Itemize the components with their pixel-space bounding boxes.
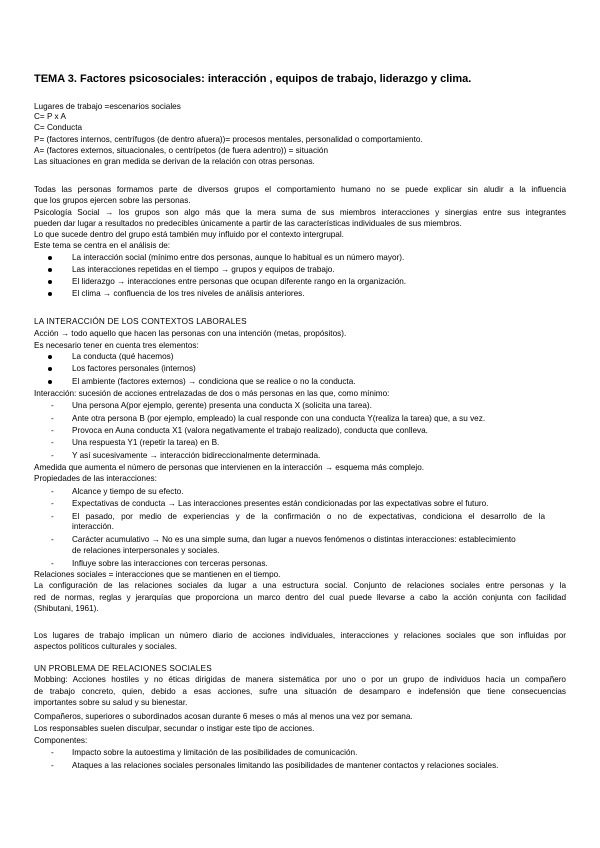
bullet-icon <box>48 280 52 284</box>
dash-marker: - <box>51 487 54 496</box>
intro-line: Las situaciones en gran medida se derivan de la relación con otras personas. <box>34 157 315 166</box>
bullet-icon <box>48 367 52 371</box>
dash-marker: - <box>51 414 54 423</box>
section-heading: UN PROBLEMA DE RELACIONES SOCIALES <box>34 664 212 673</box>
paragraph-line: Todas las personas formamos parte de diversos grupos el comportamiento humano no se puede explicar sin aludir a la influencia <box>34 185 566 194</box>
paragraph-line: aspectos políticos culturales y sociales. <box>34 642 177 651</box>
dash-marker: - <box>51 401 54 410</box>
paragraph-line: pueden dar lugar a resultados no predecibles únicamente a partir de las características individuales de sus miembros. <box>34 219 462 228</box>
section-heading: LA INTERACCIÓN DE LOS CONTEXTOS LABORALES <box>34 317 247 326</box>
paragraph-line: Acción → todo aquello que hacen las personas con una intención (metas, propósitos). <box>34 329 347 338</box>
paragraph-line: Psicología Social → los grupos son algo más que la mera suma de sus miembros interacciones y sinergias entre sus integrantes <box>34 208 566 217</box>
bullet-icon <box>48 292 52 296</box>
intro-line: C= P x A <box>34 112 66 121</box>
paragraph-line: Los responsables suelen disculpar, secundar o instigar este tipo de acciones. <box>34 724 315 733</box>
dash-marker: - <box>51 426 54 435</box>
paragraph-line: Mobbing: Acciones hostiles y no éticas dirigidas de manera sistemática por uno o por un grupo de individuos hacia un compañero <box>34 675 566 684</box>
paragraph-line: Compañeros, superiores o subordinados acosan durante 6 meses o más al menos una vez por semana. <box>34 712 413 721</box>
intro-line: Lugares de trabajo =escenarios sociales <box>34 102 181 111</box>
paragraph-line: La configuración de las relaciones sociales da lugar a una estructura social. Conjunto de relaciones sociales entre personas y la <box>34 581 566 590</box>
dash-marker: - <box>51 748 54 757</box>
paragraph-line: Este tema se centra en el análisis de: <box>34 241 171 250</box>
paragraph-line: Propiedades de las interacciones: <box>34 474 157 483</box>
intro-line: C= Conducta <box>34 123 83 132</box>
paragraph-line: Interacción: sucesión de acciones entrelazadas de dos o más personas en las que, como mínimo: <box>34 389 390 398</box>
paragraph-line: Amedida que aumenta el número de personas que intervienen en la interacción → esquema más complejo. <box>34 463 425 472</box>
dash-marker: - <box>51 499 54 508</box>
document-title: TEMA 3. Factores psicosociales: interacción , equipos de trabajo, liderazgo y clima. <box>34 73 472 85</box>
paragraph-line: Componentes: <box>34 736 88 745</box>
list-item-continuation: de relaciones interpersonales y sociales. <box>72 546 220 555</box>
paragraph-line: de trabajo concreto, quien, debido a esas acciones, sufre una situación de desamparo e indefensión que tiene consecuencias <box>34 687 566 696</box>
dash-marker: - <box>51 761 54 770</box>
paragraph-line: importantes sobre su salud y su bienestar. <box>34 698 188 707</box>
paragraph-line: Es necesario tener en cuenta tres elementos: <box>34 341 199 350</box>
paragraph-line: (Shibutani, 1961). <box>34 604 99 613</box>
dash-marker: - <box>51 535 54 544</box>
paragraph-line: Lo que sucede dentro del grupo está también muy influido por el contexto intergrupal. <box>34 230 344 239</box>
list-item-continuation: interacción. <box>72 522 114 531</box>
bullet-icon <box>48 380 52 384</box>
dash-marker: - <box>51 559 54 568</box>
intro-line: A= (factores externos, situacionales, o centrípetos (de fuera adentro)) = situación <box>34 146 328 155</box>
paragraph-line: Los lugares de trabajo implican un número diario de acciones individuales, interacciones y relaciones sociales que son influidas por <box>34 631 566 640</box>
bullet-icon <box>48 256 52 260</box>
paragraph-line: Relaciones sociales = interacciones que se mantienen en el tiempo. <box>34 570 281 579</box>
bullet-icon <box>48 355 52 359</box>
paragraph-line: que los grupos ejercen sobre las personas. <box>34 196 191 205</box>
bullet-icon <box>48 268 52 272</box>
paragraph-line: red de normas, reglas y jerarquías que proporciona un marco dentro del cual puede llevarse a cabo la acción conjunta con facilidad <box>34 593 566 602</box>
intro-line: P= (factores internos, centrífugos (de dentro afuera))= procesos mentales, personalidad o comportamiento. <box>34 135 423 144</box>
dash-marker: - <box>51 451 54 460</box>
dash-marker: - <box>51 438 54 447</box>
dash-marker: - <box>51 512 54 521</box>
